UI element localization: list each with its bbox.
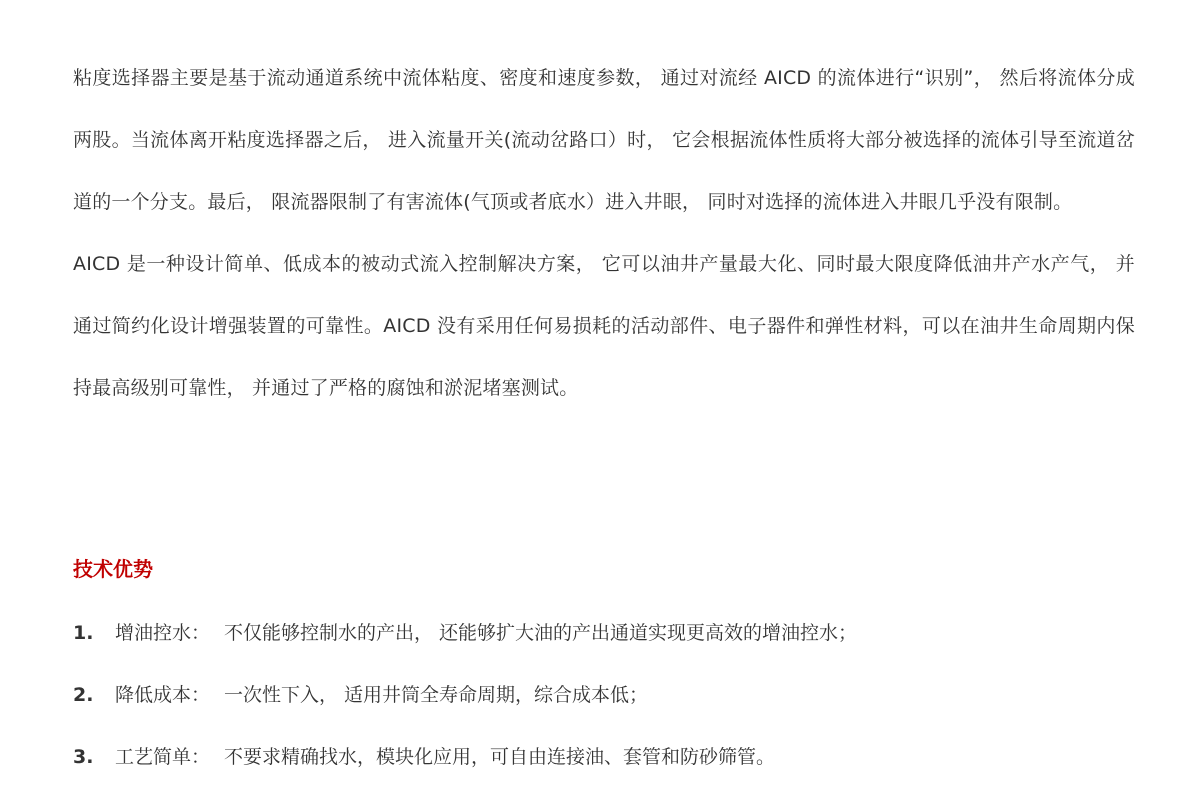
list-item-description: 不仅能够控制水的产出， 还能够扩大油的产出通道实现更高效的增油控水； [224, 622, 858, 644]
list-item-term: 降低成本： [115, 684, 211, 706]
article-body [73, 47, 1135, 419]
section-title-advantages: 技术优势 [73, 557, 153, 581]
list-item-description: 不要求精确找水，模块化应用，可自由连接油、套管和防砂筛管。 [224, 746, 776, 768]
list-item [73, 664, 857, 726]
list-item-number: 2. [73, 684, 94, 706]
list-item-description: 一次性下入， 适用井筒全寿命周期，综合成本低； [224, 684, 649, 706]
list-item-number: 3. [73, 746, 94, 768]
list-item-number: 1. [73, 622, 94, 644]
list-item [73, 602, 857, 664]
paragraph-viscosity-selector: 粘度选择器主要是基于流动通道系统中流体粘度、密度和速度参数， 通过对流经 AICD 的流体进行“识别”， 然后将流体分成两股。当流体离开粘度选择器之后， 进入流量开关(流动岔路口）时， 它会根据流体性质将大部分被选择的流体引导至流道岔道的一个分支。最后， 限流器限制了有害流体(气顶或者底水）进入井眼， 同时对选择的流体进入井眼几乎没有限制。 [73, 67, 1135, 213]
list-item-term: 增油控水： [115, 622, 211, 644]
list-item-term: 工艺简单： [115, 746, 211, 768]
list-item [73, 726, 857, 788]
advantages-list [73, 602, 857, 788]
paragraph-aicd-summary: AICD 是一种设计简单、低成本的被动式流入控制解决方案， 它可以油井产量最大化、同时最大限度降低油井产水产气， 并通过简约化设计增强装置的可靠性。AICD 没有采用任何易损耗的活动部件、电子器件和弹性材料，可以在油井生命周期内保持最高级别可靠性， 并通过了严格的腐蚀和淤泥堵塞测试。 [73, 253, 1135, 399]
